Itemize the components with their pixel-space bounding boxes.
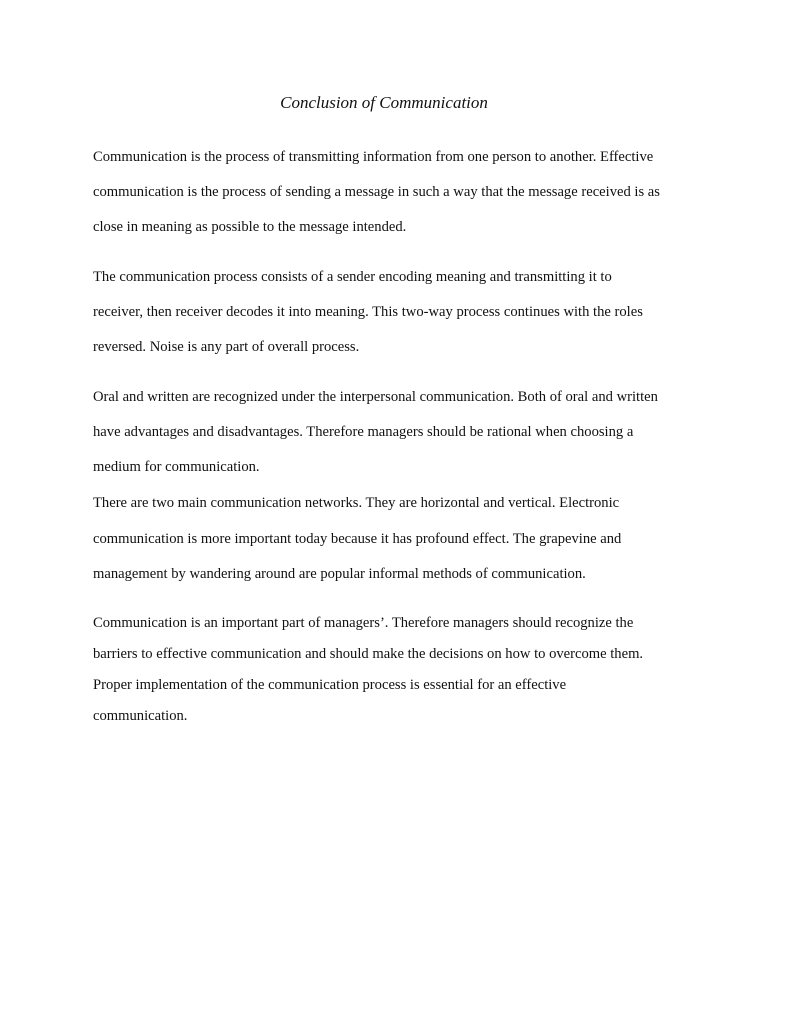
paragraph-1-line-3: close in meaning as possible to the message intended. bbox=[93, 219, 407, 235]
paragraph-2-line-3: reversed. Noise is any part of overall process. bbox=[93, 339, 360, 355]
paragraph-5-line-1: Communication is an important part of managers’. Therefore managers should recognize the bbox=[93, 615, 634, 631]
document-title: Conclusion of Communication bbox=[280, 93, 488, 112]
paragraph-4-line-1: There are two main communication networks. They are horizontal and vertical. Electronic bbox=[93, 495, 620, 511]
paragraph-5-line-2: barriers to effective communication and should make the decisions on how to overcome them. bbox=[93, 646, 644, 662]
paragraph-5-line-3: Proper implementation of the communication process is essential for an effective bbox=[93, 677, 567, 693]
paragraph-3-line-3: medium for communication. bbox=[93, 459, 260, 475]
paragraph-3-line-2: have advantages and disadvantages. Therefore managers should be rational when choosing a bbox=[93, 424, 634, 440]
paragraph-1-line-1: Communication is the process of transmitting information from one person to another. Effective bbox=[93, 149, 654, 165]
paragraph-2-line-2: receiver, then receiver decodes it into meaning. This two-way process continues with the roles bbox=[93, 304, 643, 320]
paragraph-1-line-2: communication is the process of sending a message in such a way that the message received is as bbox=[93, 184, 660, 200]
paragraph-5-line-4: communication. bbox=[93, 708, 188, 724]
paragraph-2-line-1: The communication process consists of a sender encoding meaning and transmitting it to bbox=[93, 269, 612, 285]
paragraph-3-line-1: Oral and written are recognized under the interpersonal communication. Both of oral and written bbox=[93, 389, 658, 405]
paragraph-4-line-2: communication is more important today because it has profound effect. The grapevine and bbox=[93, 531, 622, 547]
paragraph-4-line-3: management by wandering around are popular informal methods of communication. bbox=[93, 566, 586, 582]
